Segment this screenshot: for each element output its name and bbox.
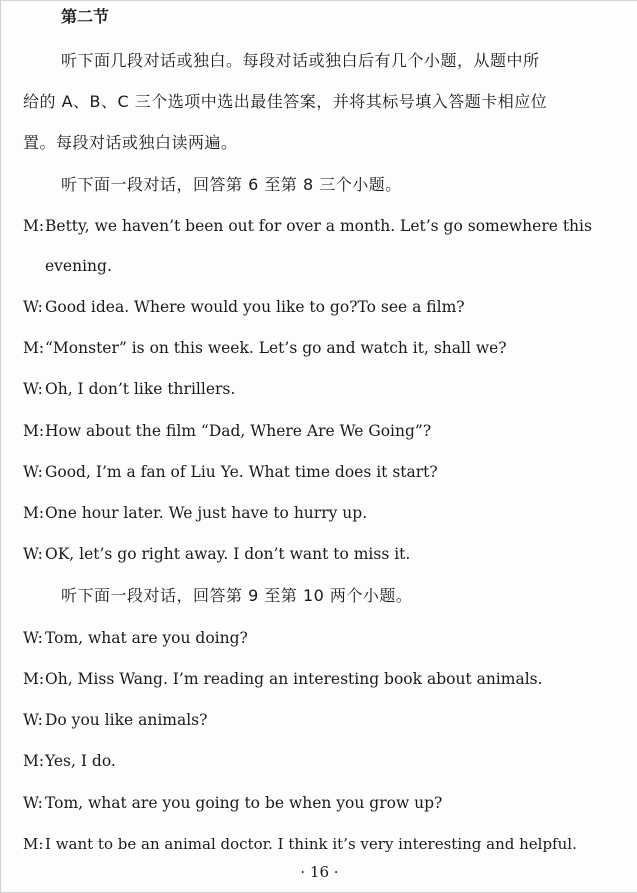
dialogue-line bbox=[23, 751, 116, 771]
speaker-label: W: bbox=[23, 380, 43, 398]
dialogue-line bbox=[23, 216, 592, 236]
dialogue-text: Yes, I do. bbox=[45, 752, 116, 770]
speaker-label: W: bbox=[23, 711, 43, 729]
dialogue-text: OK, let’s go right away. I don’t want to miss it. bbox=[45, 545, 411, 563]
speaker-label: W: bbox=[23, 794, 43, 812]
speaker-label: M: bbox=[23, 422, 45, 440]
section-title: 第二节 bbox=[61, 7, 110, 26]
speaker-label: W: bbox=[23, 463, 43, 481]
dialogue-text: Good idea. Where would you like to go?To see a film? bbox=[45, 298, 465, 316]
speaker-label: M: bbox=[23, 752, 45, 770]
instructions-line-2: 给的 A、B、C 三个选项中选出最佳答案，并将其标号填入答题卡相应位 bbox=[23, 92, 548, 111]
dialogue2-intro: 听下面一段对话，回答第 9 至第 10 两个小题。 bbox=[61, 586, 413, 605]
dialogue-text: Good, I’m a fan of Liu Ye. What time does it start? bbox=[45, 463, 438, 481]
speaker-label: M: bbox=[23, 504, 45, 522]
speaker-label: W: bbox=[23, 545, 43, 563]
dialogue1-intro: 听下面一段对话，回答第 6 至第 8 三个小题。 bbox=[61, 175, 402, 194]
dialogue-text: Oh, Miss Wang. I’m reading an interesting book about animals. bbox=[45, 670, 543, 688]
dialogue-text: How about the film “Dad, Where Are We Going”? bbox=[45, 422, 432, 440]
dialogue-line bbox=[23, 669, 543, 689]
dialogue-text: Tom, what are you doing? bbox=[45, 629, 248, 647]
dialogue-line bbox=[23, 297, 465, 317]
dialogue-text: I want to be an animal doctor. I think it’s very interesting and helpful. bbox=[45, 835, 577, 853]
dialogue-line bbox=[23, 421, 431, 441]
speaker-label: W: bbox=[23, 298, 43, 316]
dialogue-line bbox=[23, 338, 507, 358]
dialogue-text: Betty, we haven’t been out for over a month. Let’s go somewhere this bbox=[45, 217, 592, 235]
dialogue-line bbox=[23, 503, 367, 523]
dialogue-line bbox=[45, 256, 112, 276]
dialogue-text: “Monster” is on this week. Let’s go and watch it, shall we? bbox=[45, 339, 507, 357]
dialogue-text: evening. bbox=[45, 257, 112, 275]
speaker-label: M: bbox=[23, 217, 45, 235]
dialogue-line bbox=[23, 544, 410, 564]
instructions-line-3: 置。每段对话或独白读两遍。 bbox=[23, 133, 238, 152]
speaker-label: M: bbox=[23, 339, 45, 357]
dialogue-line bbox=[23, 379, 235, 399]
dialogue-text: Do you like animals? bbox=[45, 711, 208, 729]
page-number: · 16 · bbox=[300, 863, 339, 881]
dialogue-line bbox=[23, 628, 248, 648]
speaker-label: M: bbox=[23, 835, 44, 853]
dialogue-line bbox=[23, 462, 438, 482]
dialogue-text: Tom, what are you going to be when you grow up? bbox=[45, 794, 443, 812]
dialogue-line bbox=[23, 793, 442, 813]
speaker-label: M: bbox=[23, 670, 45, 688]
dialogue-line bbox=[23, 834, 577, 854]
instructions-line-1: 听下面几段对话或独白。每段对话或独白后有几个小题，从题中所 bbox=[61, 51, 540, 70]
speaker-label: W: bbox=[23, 629, 43, 647]
dialogue-line bbox=[23, 710, 207, 730]
dialogue-text: Oh, I don’t like thrillers. bbox=[45, 380, 236, 398]
dialogue-text: One hour later. We just have to hurry up. bbox=[45, 504, 368, 522]
